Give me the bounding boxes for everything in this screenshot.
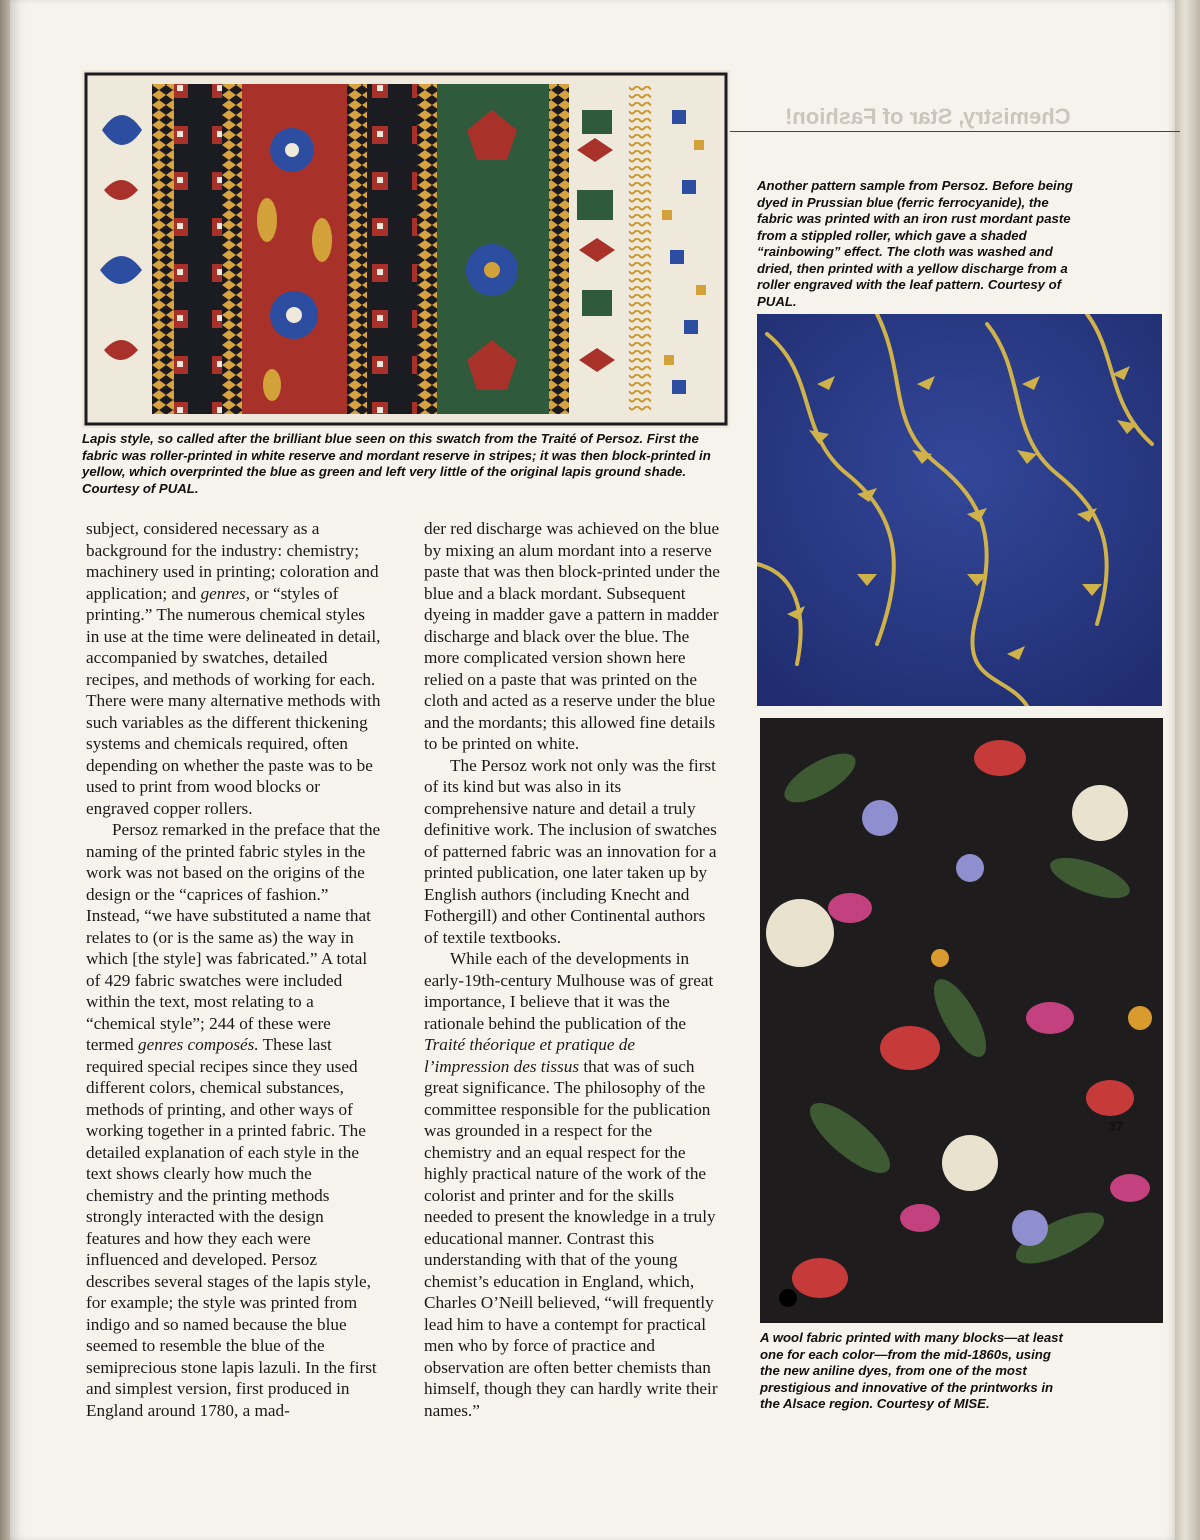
paragraph-text: These last required special recipes since they used different colors, chemical substances, methods of printing, and other ways of working together in a printed fabric. The detailed explanation of each style in the text shows clearly how much the chemistry and the printing methods strongly interacted with the design features and how they each were influenced and developed. Persoz describes several stages of the lapis style, for example; the style was printed from indigo and so named because the blue seemed to resemble the blue of the semiprecious stone lapis lazuli. In the first and simplest version, first produced in England around 1780, a mad- bbox=[86, 1035, 377, 1420]
italic-term: genres composés. bbox=[138, 1035, 259, 1054]
body-column-1 bbox=[86, 518, 382, 1421]
italic-term: Traité théorique et pratique de l’impression des tissus bbox=[424, 1035, 635, 1076]
paragraph-text: that was of such great significance. The philosophy of the committee responsible for the publication was grounded in a respect for the chemistry and an equal respect for the highly practical nature of the work of the colorist and printer and for the skills needed to present the knowledge in a truly educational manner. Contrast this understanding with that of the young chemist’s education in England, which, Charles O’Neill believed, “will frequently lead him to have a contempt for practical men who by force of practice and observation are often better chemists than himself, though they can hardly write their names.” bbox=[424, 1056, 718, 1420]
facing-page-edge bbox=[1175, 0, 1200, 1540]
body-paragraph bbox=[424, 948, 720, 1421]
paragraph-text: Persoz remarked in the preface that the naming of the printed fabric styles in the work was not based on the origins of the design or the “caprices of fashion.” Instead, “we have substituted a name that relates to (or is the same as) the way in which [the style] was fabricated.” A total of 429 fabric swatches were included within the text, most relating to a “chemical style”; 244 of these were termed bbox=[86, 820, 381, 1054]
paragraph-text: der red discharge was achieved on the blue by mixing an alum mordant into a reserve paste that was then block-printed under the blue and a black mordant. Subsequent dyeing in madder gave a pattern in madder discharge and black over the blue. The more complicated version shown here relied on a paste that was printed on the cloth and acted as a reserve under the blue and the mordants; this allowed fine details to be printed on white. bbox=[424, 519, 720, 753]
lapis-caption: Lapis style, so called after the brilliant blue seen on this swatch from the Traité of Persoz. First the fabric was roller-printed in white reserve and mordant reserve in stripes; it was then block-printed in yellow, which overprinted the blue as green and left very little of the original lapis ground shade. Courtesy of PUAL. bbox=[82, 431, 711, 496]
body-paragraph bbox=[86, 819, 382, 1421]
wool-caption: A wool fabric printed with many blocks—at least one for each color—from the mid-1860s, using the new aniline dyes, from one of the most prestigious and innovative of the printworks in the Alsace region. Courtesy of MISE. bbox=[760, 1330, 1063, 1411]
body-paragraph bbox=[86, 518, 382, 819]
paragraph-text: or “styles of printing.” The numerous chemical styles in use at the time were delineated in detail, accompanied by swatches, detailed recipes, and methods of working for each. There were many alternative methods with such variables as the different thickening systems and chemicals required, often depending on whether the paste was to be used to print from wood blocks or engraved copper rollers. bbox=[86, 583, 381, 818]
paragraph-text: subject, considered necessary as a background for the industry: chemistry; machinery used in printing; coloration and application; and bbox=[86, 519, 379, 603]
paragraph-text: While each of the developments in early-19th-century Mulhouse was of great importance, I believe that it was the rationale behind the publication of the bbox=[424, 949, 714, 1033]
body-paragraph bbox=[424, 755, 720, 949]
paragraph-text: The Persoz work not only was the first of its kind but was also in its comprehensive nature and detail a truly definitive work. The inclusion of swatches of patterned fabric was an innovation for a printed publication, one later taken up by English authors (including Knecht and Fothergill) and other Continental authors of textile textbooks. bbox=[424, 755, 717, 947]
lapis-swatch-image bbox=[82, 70, 730, 428]
body-column-2 bbox=[424, 518, 720, 1421]
italic-term: genres, bbox=[200, 583, 251, 603]
prussian-blue-leaf-swatch bbox=[757, 314, 1162, 706]
header-rule bbox=[722, 131, 1180, 132]
persoz-sample-caption: Another pattern sample from Persoz. Before being dyed in Prussian blue (ferric ferrocyanide), the fabric was printed with an iron rust mordant paste from a stippled roller, which gave a shaded “rainbowing” effect. The cloth was washed and dried, then printed with a yellow discharge from a roller engraved with the leaf pattern. Courtesy of PUAL. bbox=[757, 178, 1073, 309]
running-head-bleedthrough: Chemistry, Star of Fashion! bbox=[785, 104, 1071, 129]
wool-floral-swatch bbox=[760, 718, 1163, 1323]
page-number: 37 bbox=[1108, 1118, 1124, 1134]
body-paragraph bbox=[424, 518, 720, 755]
